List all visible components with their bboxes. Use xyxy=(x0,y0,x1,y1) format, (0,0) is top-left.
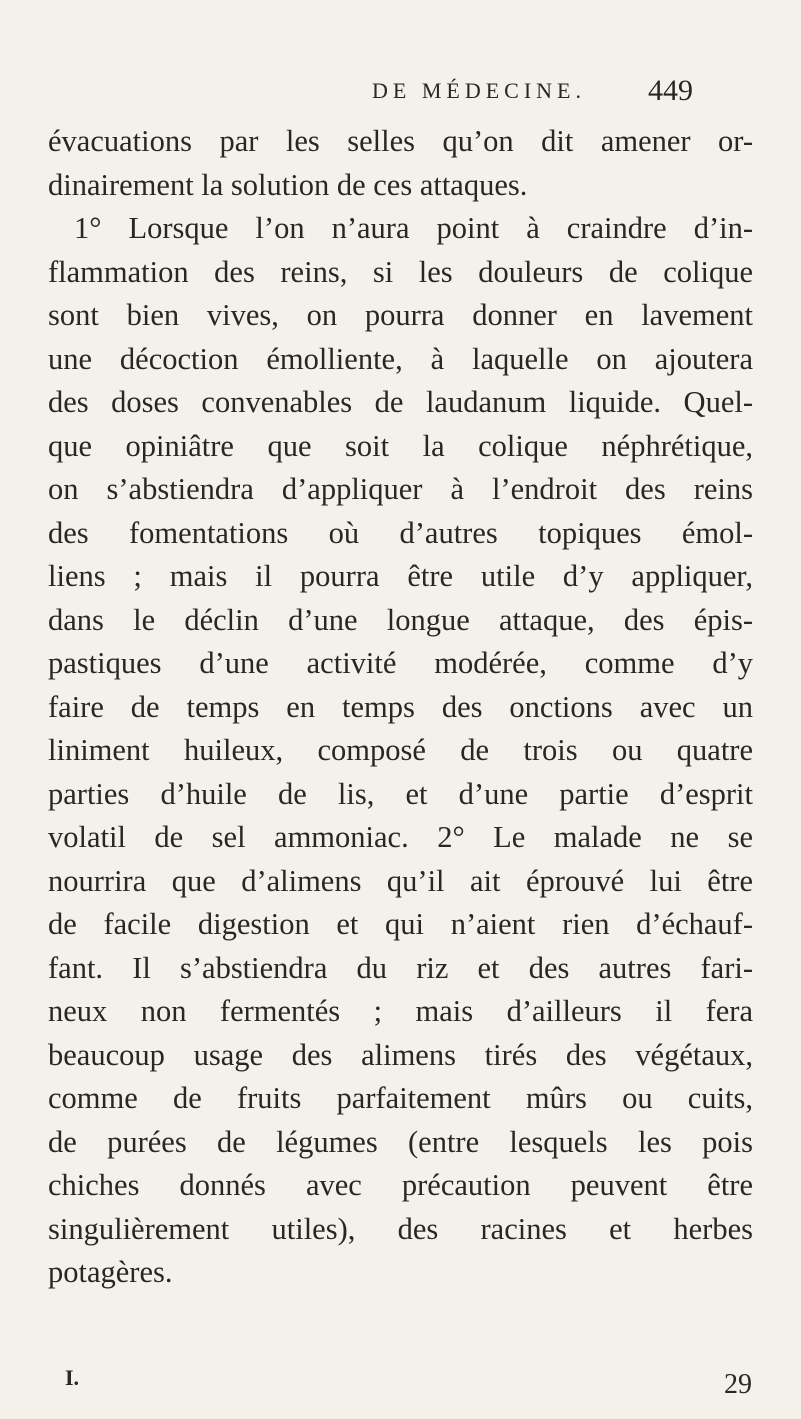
text-line: que opiniâtre que soit la colique néphrétique, xyxy=(48,428,753,463)
text-line: liens ; mais il pourra être utile d’y appliquer, xyxy=(48,559,753,593)
text-line: dans le déclin d’une longue attaque, des épis- xyxy=(48,602,753,637)
text-line: des doses convenables de laudanum liquide. Quel- xyxy=(48,385,753,419)
gathering-number: 29 xyxy=(724,1369,752,1400)
text-line: faire de temps en temps des onctions avec un xyxy=(48,689,753,724)
body-text xyxy=(48,120,753,1295)
text-line: singulièrement utiles), des racines et herbes xyxy=(48,1211,753,1246)
text-line: beaucoup usage des alimens tirés des végétaux, xyxy=(48,1037,753,1072)
text-line: volatil de sel ammoniac. 2° Le malade ne se xyxy=(48,820,753,854)
text-line: comme de fruits parfaitement mûrs ou cuits, xyxy=(48,1081,753,1115)
page-header xyxy=(0,74,801,118)
text-line: des fomentations où d’autres topiques émol- xyxy=(48,515,753,550)
text-line: flammation des reins, si les douleurs de colique xyxy=(48,254,753,289)
text-line: nourrira que d’alimens qu’il ait éprouvé lui être xyxy=(48,863,753,898)
signature-mark: I. xyxy=(65,1365,80,1390)
page-number: 449 xyxy=(648,74,693,107)
text-line: une décoction émolliente, à laquelle on ajoutera xyxy=(48,341,753,376)
text-line: fant. Il s’abstiendra du riz et des autres fari- xyxy=(48,950,753,985)
text-line: de purées de légumes (entre lesquels les pois xyxy=(48,1124,753,1159)
text-line: dinairement la solution de ces attaques. xyxy=(48,167,528,202)
text-line: évacuations par les selles qu’on dit amener or- xyxy=(48,124,753,158)
text-line: potagères. xyxy=(48,1255,173,1289)
text-line: sont bien vives, on pourra donner en lavement xyxy=(48,298,753,332)
page-footer xyxy=(0,1365,801,1405)
text-line: parties d’huile de lis, et d’une partie d’esprit xyxy=(48,776,753,811)
running-head: DE MÉDECINE. xyxy=(372,78,586,103)
text-line: neux non fermentés ; mais d’ailleurs il fera xyxy=(48,994,753,1028)
text-line: chiches donnés avec précaution peuvent être xyxy=(48,1168,753,1202)
text-line: de facile digestion et qui n’aient rien d’échauf- xyxy=(48,907,753,941)
text-line: pastiques d’une activité modérée, comme d’y xyxy=(48,646,753,680)
text-line: liniment huileux, composé de trois ou quatre xyxy=(48,733,753,767)
text-line: 1° Lorsque l’on n’aura point à craindre d’in- xyxy=(74,211,753,245)
text-line: on s’abstiendra d’appliquer à l’endroit des reins xyxy=(48,472,753,506)
